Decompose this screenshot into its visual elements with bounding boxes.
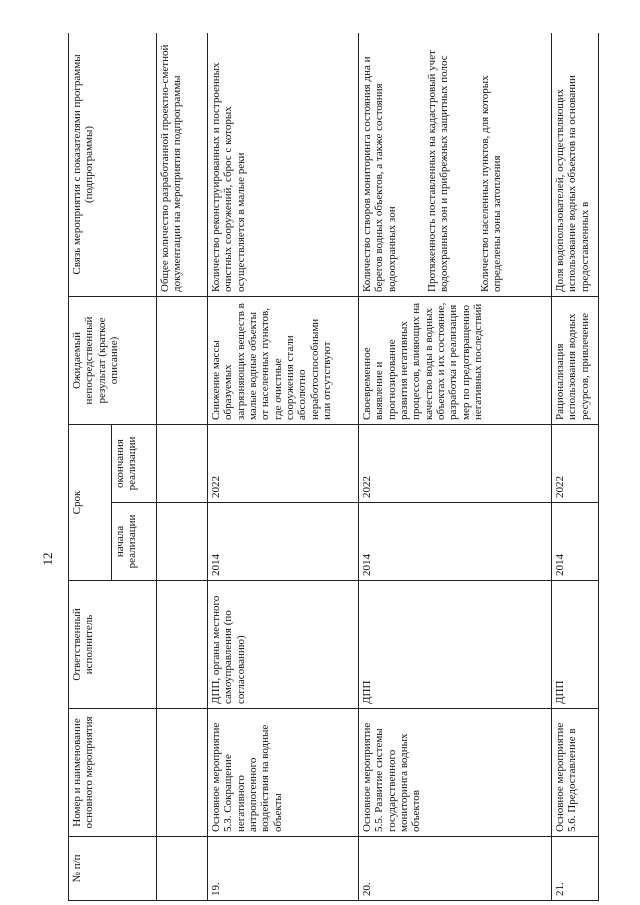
- executor-cell: ДПП: [359, 581, 552, 709]
- rotated-page-region: [68, 33, 610, 901]
- term-start-cell: 2014: [552, 503, 599, 581]
- indicators-cell: [208, 33, 359, 297]
- measure-name-cell: Основное мероприятие 5.5. Развитие системы государственного мониторинга водных объектов: [359, 709, 552, 837]
- rotated-table-container: [68, 33, 610, 901]
- term-end-cell: 2022: [552, 425, 599, 503]
- measure-name-cell: Основное мероприятие 5.3. Сокращение негативного антропогенного воздействия на водные объекты: [208, 709, 359, 837]
- table-cell: [157, 425, 208, 503]
- term-start-cell: 2014: [208, 503, 359, 581]
- header-measure-name: Номер и наименование основного мероприятия: [69, 709, 157, 837]
- term-end-cell: 2022: [208, 425, 359, 503]
- carryover-indicators-cell: Общее количество разработанной проектно-сметной документации на мероприятия подпрограммы: [157, 33, 208, 297]
- table-cell: [157, 581, 208, 709]
- executor-cell: ДПП, органы местного самоуправления (по согласованию): [208, 581, 359, 709]
- header-term-start: начала реализации: [112, 503, 157, 581]
- expected-result-cell: Своевременное выявление и прогнозирование развития негативных процессов, влияющих на качество воды в водных объектах и их состояние, разработка и реализация мер по предотвращению негативных последствий: [359, 297, 552, 425]
- indicators-cell: [552, 33, 599, 297]
- table-cell: [157, 837, 208, 901]
- measure-name-cell: Основное мероприятие 5.6. Предоставление в: [552, 709, 599, 837]
- row-number-cell: 19.: [208, 837, 359, 901]
- header-executor: Ответственный исполнитель: [69, 581, 157, 709]
- indicators-cell: [359, 33, 552, 297]
- expected-result-cell: Рационализация использования водных ресурсов, привлечение: [552, 297, 599, 425]
- indicator-text: Доля водопользователей, осуществляющих использование водных объектов на основании предоставленных в: [554, 75, 591, 292]
- row-number-cell: 20.: [359, 837, 552, 901]
- header-expected-result: Ожидаемый непосредственный результат (краткое описание): [69, 297, 157, 425]
- term-end-cell: 2022: [359, 425, 552, 503]
- program-measures-table: [68, 33, 599, 901]
- term-start-cell: 2014: [359, 503, 552, 581]
- table-row: [208, 33, 359, 901]
- indicator-text: Количество реконструированных и построенных очистных сооружений, сброс с которых осуществляется в малые реки: [210, 62, 247, 292]
- table-row: [359, 33, 552, 901]
- row-number-cell: 21.: [552, 837, 599, 901]
- page-number: 12: [40, 552, 55, 566]
- indicator-text: Количество населенных пунктов, для которых определены зоны затопления: [478, 75, 503, 292]
- table-cell: [157, 709, 208, 837]
- table-cell: [157, 503, 208, 581]
- header-term-end: окончания реализации: [112, 425, 157, 503]
- header-indicators: Связь мероприятия с показателями программы (подпрограммы): [69, 33, 157, 297]
- indicator-text: Протяженность поставленных на кадастровый учет водоохранных зон и прибрежных защитных полос: [425, 50, 451, 292]
- header-number: № п/п: [69, 837, 157, 901]
- executor-cell: ДПП: [552, 581, 599, 709]
- indicator-text: Количество створов мониторинга состояния дна и берегов водных объектов, а также состояния водоохранных зон: [361, 56, 398, 292]
- table-cell: [157, 297, 208, 425]
- table-row-carryover: [157, 33, 208, 901]
- header-term: Срок: [69, 425, 112, 581]
- expected-result-cell: Снижение массы образуемых загрязняющих веществ в малые водные объекты от населенных пунктов, где очистные сооружения стали абсолютно неработоспособными или отсутствуют: [208, 297, 359, 425]
- table-row: [552, 33, 599, 901]
